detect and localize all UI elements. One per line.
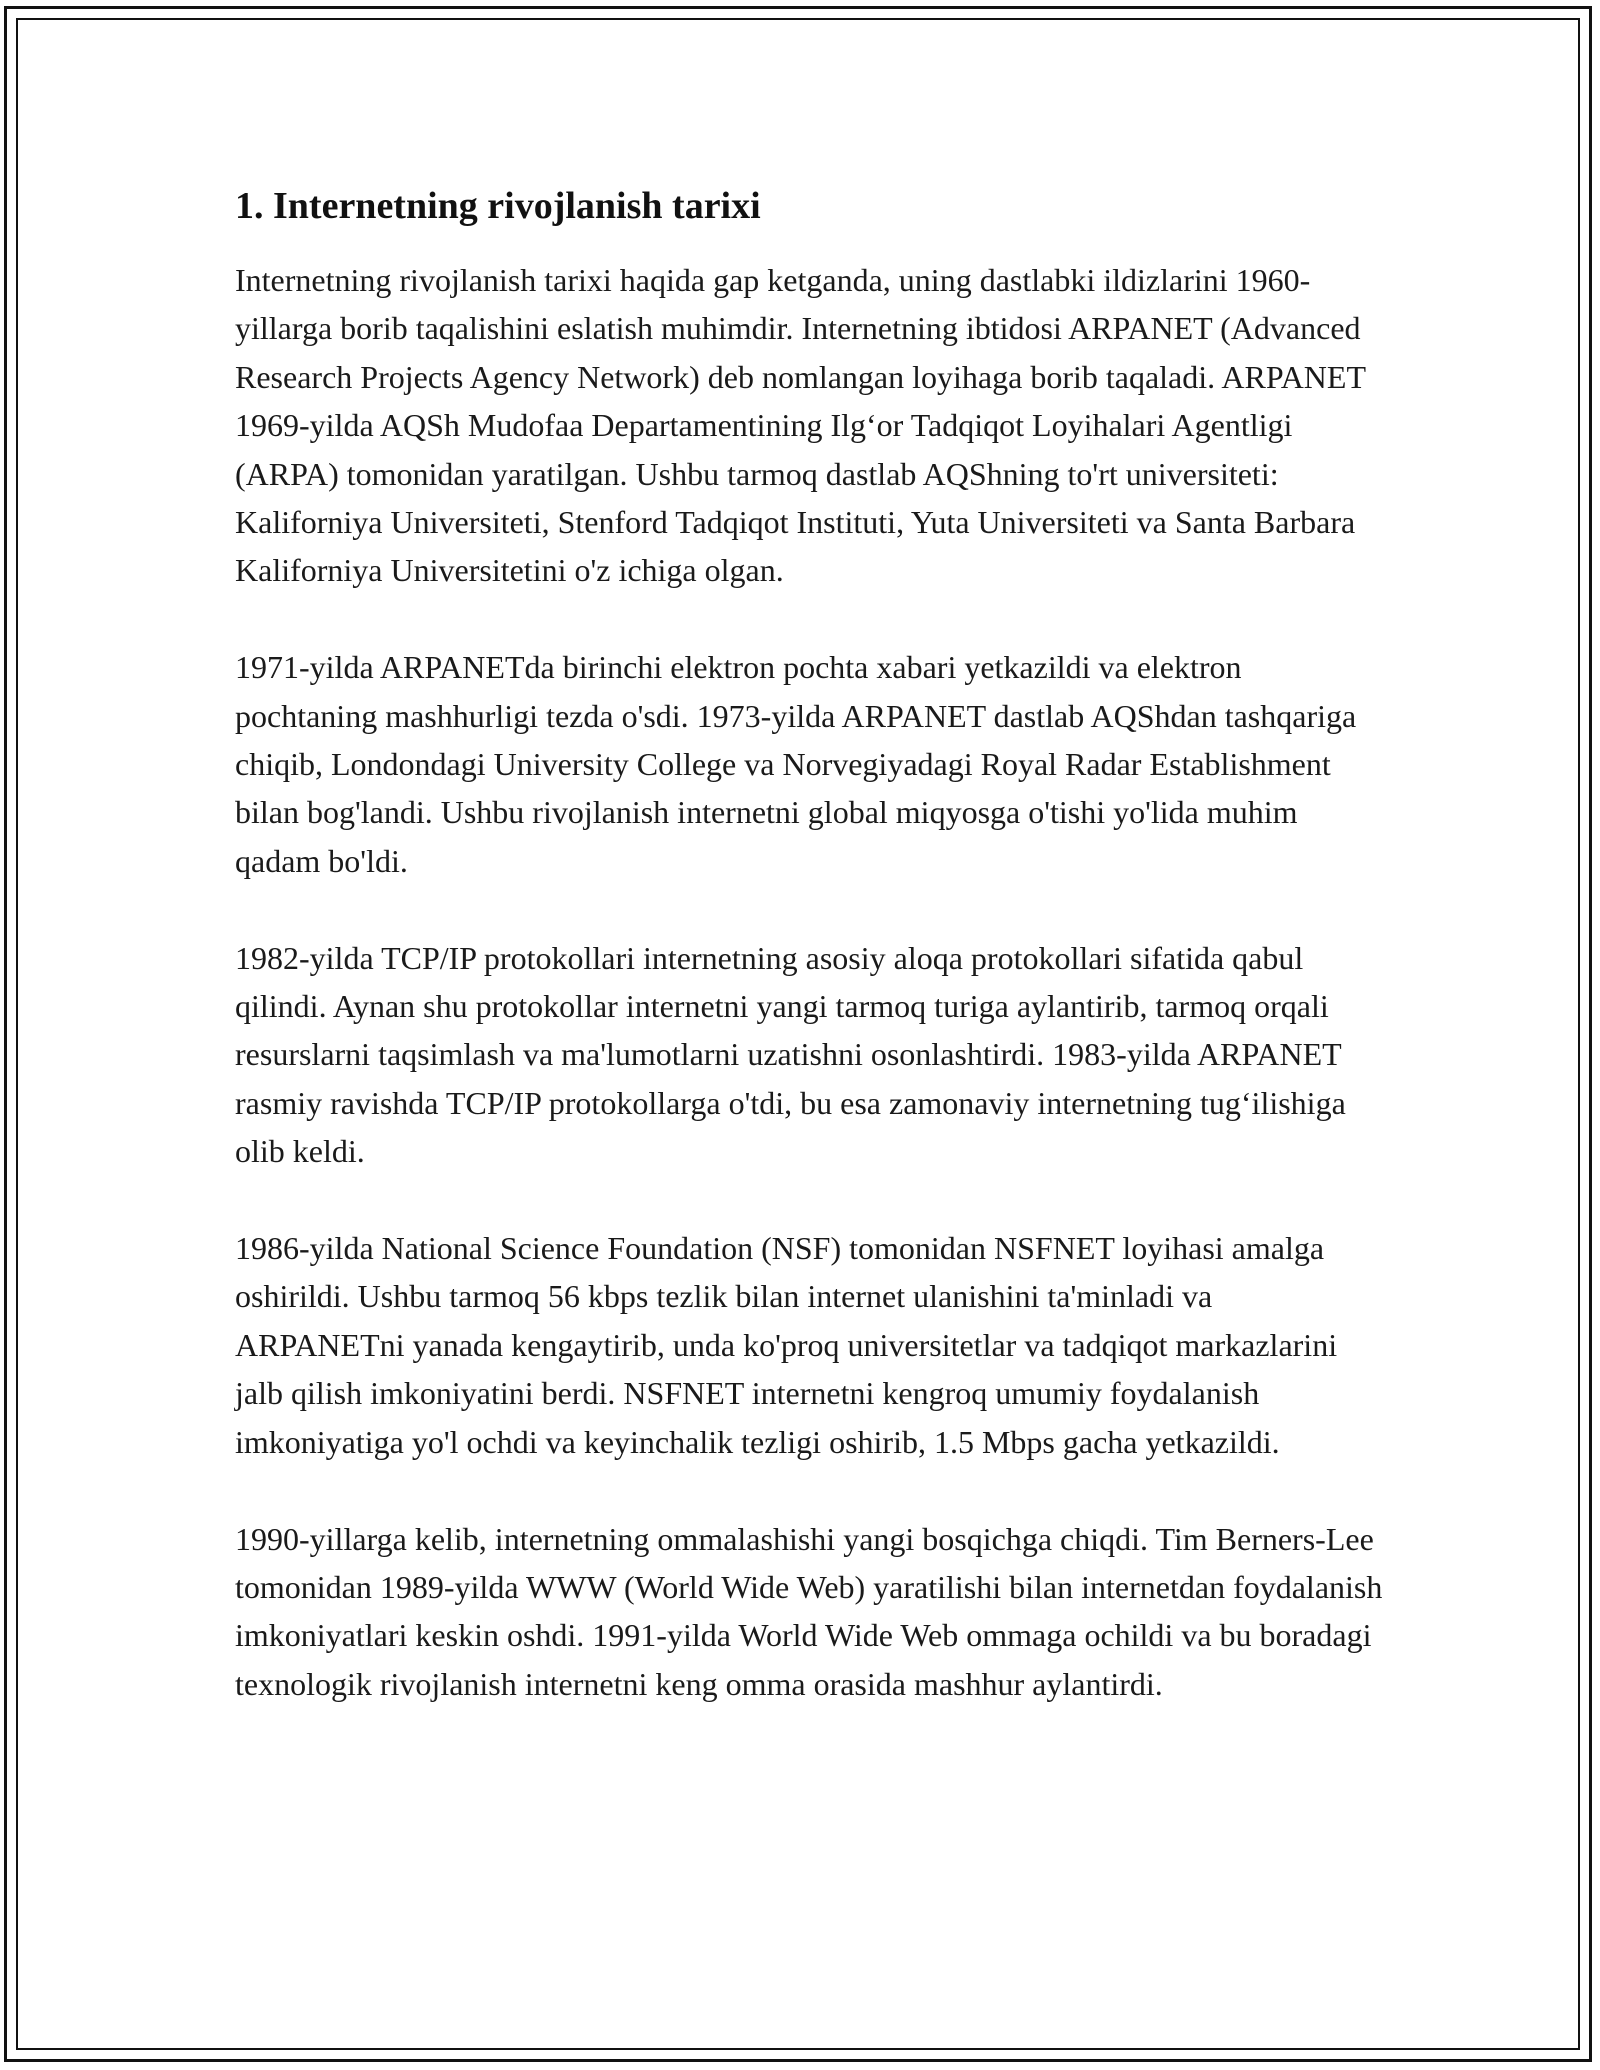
paragraph-tcp-ip: 1982-yilda TCP/IP protokollari internetning asosiy aloqa protokollari sifatida qabul qilindi. Aynan shu protokollar internetni yangi tarmoq turiga aylantirib, tarmoq orqali resurslarni taqsimlash va ma'lumotlarni uzatishni osonlashtirdi. 1983-yilda ARPANET rasmiy ravishda TCP/IP protokollarga o'tdi, bu esa zamonaviy internetning tug‘ilishiga olib keldi.: [235, 939, 1346, 1170]
paragraph-arpanet-origins: Internetning rivojlanish tarixi haqida gap ketganda, uning dastlabki ildizlarini 1960-yillarga borib taqalishini eslatish muhimdir. Internetning ibtidosi ARPANET (Advanced Research Projects Agency Network) deb nomlangan loyihaga borib taqaladi. ARPANET 1969-yilda AQSh Mudofaa Departamentining Ilg‘or Tadqiqot Loyihalari Agentligi (ARPA) tomonidan yaratilgan. Ushbu tarmoq dastlab AQShning to'rt universiteti: Kaliforniya Universiteti, Stenford Tadqiqot Instituti, Yuta Universiteti va Santa Barbara Kaliforniya Universitetini o'z ichiga olgan.: [235, 262, 1366, 589]
paragraph-www: 1990-yillarga kelib, internetning ommalashishi yangi bosqichga chiqdi. Tim Berners-Lee tomonidan 1989-yilda WWW (World Wide Web) yaratilishi bilan internetdan foydalanish imkoniyatlari keskin oshdi. 1991-yilda World Wide Web ommaga ochildi va bu boradagi texnologik rivojlanish internetni keng omma orasida mashhur aylantirdi.: [235, 1520, 1383, 1702]
document-body: [235, 184, 1385, 1708]
paragraph-nsfnet: 1986-yilda National Science Foundation (NSF) tomonidan NSFNET loyihasi amalga oshirildi. Ushbu tarmoq 56 kbps tezlik bilan internet ulanishini ta'minladi va ARPANETni yanada kengaytirib, unda ko'proq universitetlar va tadqiqot markazlarini jalb qilish imkoniyatini berdi. NSFNET internetni kengroq umumiy foydalanish imkoniyatiga yo'l ochdi va keyinchalik tezligi oshirib, 1.5 Mbps gacha yetkazildi.: [235, 1230, 1338, 1460]
paragraph-email-expansion: 1971-yilda ARPANETda birinchi elektron pochta xabari yetkazildi va elektron pochtaning mashhurligi tezda o'sdi. 1973-yilda ARPANET dastlab AQShdan tashqariga chiqib, Londondagi University College va Norvegiyadagi Royal Radar Establishment bilan bog'landi. Ushbu rivojlanish internetni global miqyosga o'tishi yo'lida muhim qadam bo'ldi.: [235, 649, 1357, 879]
section-heading: 1. Internetning rivojlanish tarixi: [235, 185, 761, 227]
